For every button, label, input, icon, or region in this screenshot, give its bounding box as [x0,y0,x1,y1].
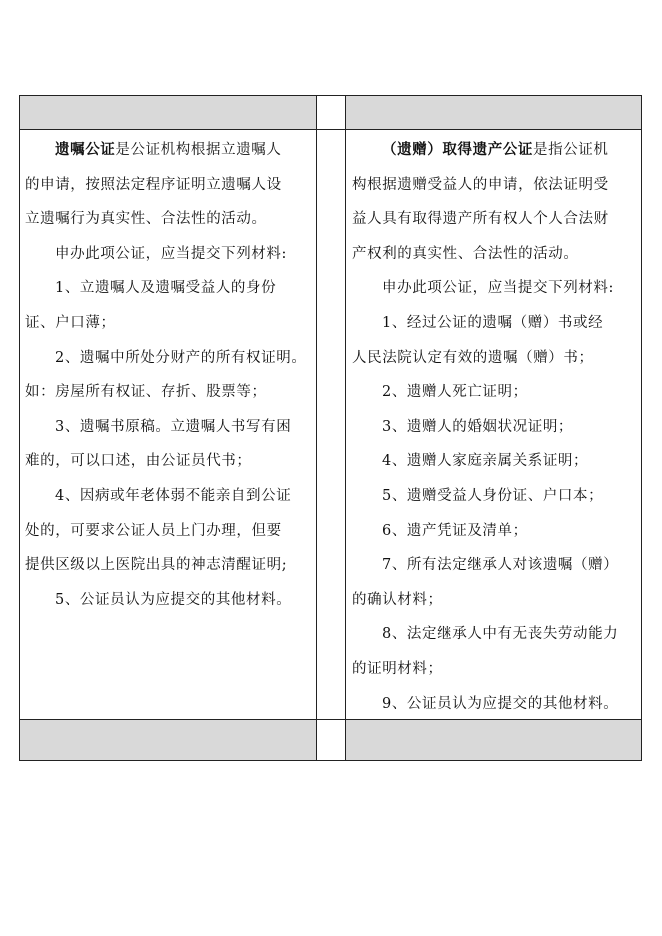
text-line: 的申请，按照法定程序证明立遗嘱人设 [25,176,282,193]
text-line: 提供区级以上医院出具的神志清醒证明; [25,557,288,574]
text-line: 6、遗产凭证及清单； [382,522,528,539]
header-cell-divider [316,96,346,129]
text-line: 4、遗赠人家庭亲属关系证明； [382,453,589,470]
will-notarization-text [25,133,313,617]
text-line: 的确认材料； [352,591,443,608]
text-line: 人民法院认定有效的遗嘱（赠）书； [352,349,594,366]
text-line: 4、因病或年老体弱不能亲自到公证 [55,487,292,504]
text-line: 9、公证员认为应提交的其他材料。 [382,695,619,712]
text-line: 3、遗赠人的婚姻状况证明； [382,418,574,435]
text-line: 申办此项公证，应当提交下列材料: [55,245,287,262]
text-line: 3、遗嘱书原稿。立遗嘱人书写有困 [55,418,292,435]
bequest-notarization-title: （遗赠）取得遗产公证 [382,141,533,158]
bequest-notarization-text [352,133,646,721]
table-header-row [20,96,641,130]
body-cell-divider [316,130,346,719]
text-line: 2、遗赠人死亡证明； [382,384,528,401]
text-line: 构根据遗赠受益人的申请，依法证明受 [352,176,609,193]
text-line: 难的，可以口述，由公证员代书； [25,453,252,470]
bequest-notarization-cell [346,130,641,719]
text-line: 5、遗赠受益人身份证、户口本； [382,487,604,504]
text-line: 2、遗嘱中所处分财产的所有权证明。 [55,349,307,366]
text-line: 处的，可要求公证人员上门办理，但要 [25,522,282,539]
text-line: 益人具有取得遗产所有权人个人合法财 [352,211,609,228]
header-cell-right [346,96,641,129]
text-line: 1、立遗嘱人及遗嘱受益人的身份 [55,280,277,297]
text-line: 1、经过公证的遗嘱（赠）书或经 [382,314,604,331]
text-line: （遗赠）取得遗产公证是指公证机 [382,141,609,158]
text-line: 的证明材料； [352,660,443,677]
header-cell-left [20,96,316,129]
footer-cell-left [20,720,316,760]
text-line: 申办此项公证，应当提交下列材料: [382,280,614,297]
text-line: 证、户口薄； [25,314,116,331]
text-line: 立遗嘱行为真实性、合法性的活动。 [25,211,267,228]
table-body-row [20,130,641,720]
footer-cell-right [346,720,641,760]
text-line: 8、法定继承人中有无丧失劳动能力 [382,626,619,643]
will-notarization-title: 遗嘱公证 [55,141,116,158]
will-notarization-cell [20,130,316,719]
text-line: 遗嘱公证是公证机构根据立遗嘱人 [55,141,282,158]
text-line: 5、公证员认为应提交的其他材料。 [55,591,292,608]
text-line: 产权利的真实性、合法性的活动。 [352,245,579,262]
footer-cell-divider [316,720,346,760]
text-line: 如：房屋所有权证、存折、股票等； [25,384,267,401]
notary-info-table [19,95,642,761]
text-line: 7、所有法定继承人对该遗嘱（赠） [382,557,619,574]
table-footer-row [20,720,641,760]
